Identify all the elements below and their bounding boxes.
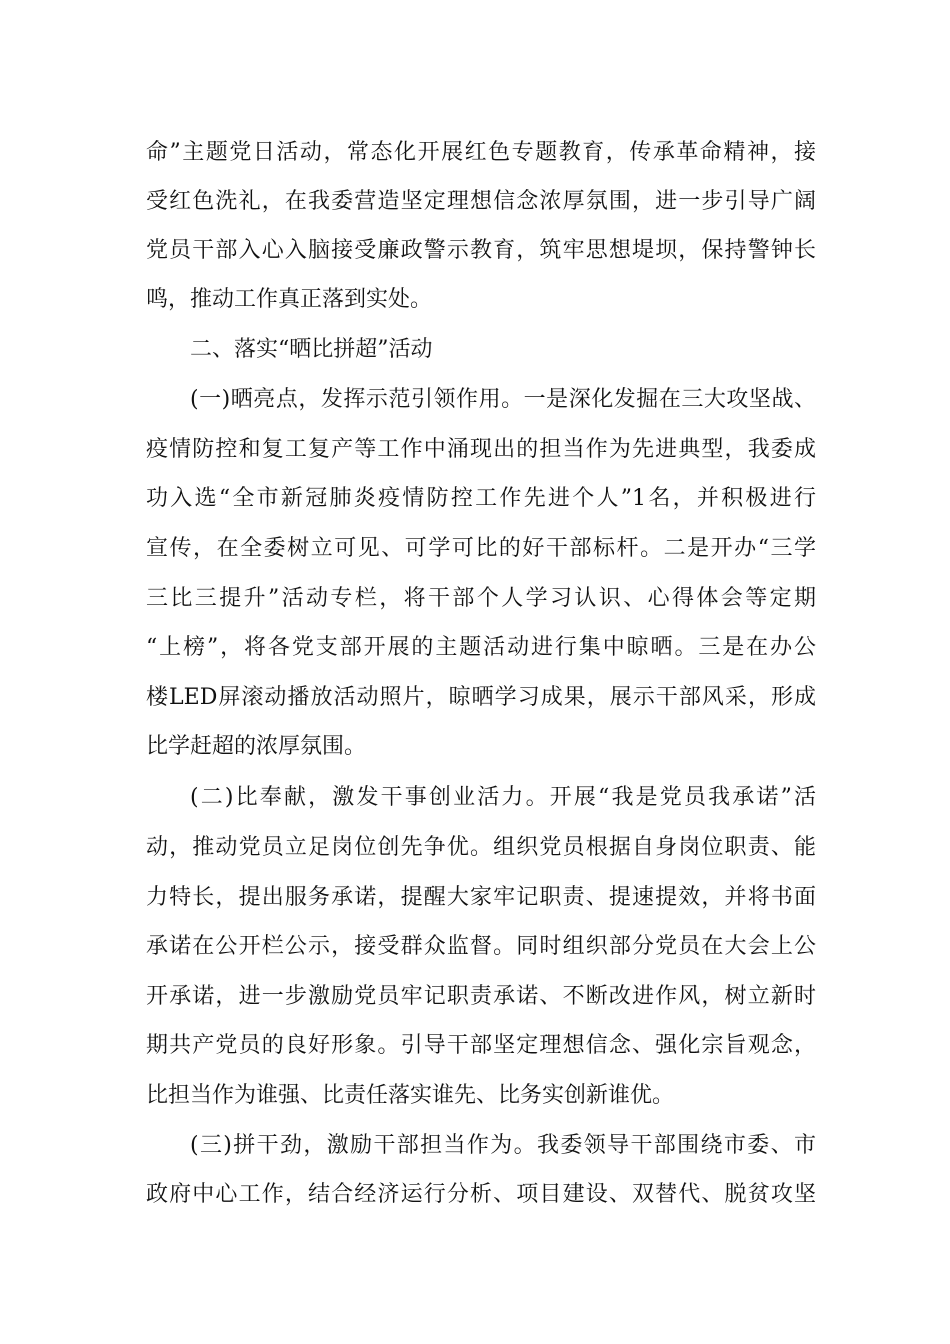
body-text-line: 命”主题党日活动，常态化开展红色专题教育，传承革命精神，接 bbox=[146, 140, 816, 165]
body-text-line: 比学赶超的浓厚氛围。 bbox=[146, 734, 367, 759]
paragraph-first-line: (三)拼干劲，激励干部担当作为。我委领导干部围绕市委、市 bbox=[190, 1133, 816, 1158]
body-text-line: 疫情防控和复工复产等工作中涌现出的担当作为先进典型，我委成 bbox=[146, 437, 816, 462]
body-text-line: 动，推动党员立足岗位创先争优。组织党员根据自身岗位职责、能 bbox=[146, 835, 816, 860]
body-text-line: 比担当作为谁强、比责任落实谁先、比务实创新谁优。 bbox=[146, 1083, 675, 1108]
body-text-line: 功入选“全市新冠肺炎疫情防控工作先进个人”1名，并积极进行 bbox=[146, 486, 816, 511]
body-text-line: 楼LED屏滚动播放活动照片，晾晒学习成果，展示干部风采，形成 bbox=[146, 685, 816, 710]
body-text-line: 宣传，在全委树立可见、可学可比的好干部标杆。二是开办“三学 bbox=[146, 536, 816, 561]
body-text-line: 党员干部入心入脑接受廉政警示教育，筑牢思想堤坝，保持警钟长 bbox=[146, 238, 816, 263]
body-text-line: 受红色洗礼，在我委营造坚定理想信念浓厚氛围，进一步引导广阔 bbox=[146, 189, 816, 214]
body-text-line: 鸣，推动工作真正落到实处。 bbox=[146, 287, 433, 312]
body-text-line: 力特长，提出服务承诺，提醒大家牢记职责、提速提效，并将书面 bbox=[146, 885, 816, 910]
body-text-line: 承诺在公开栏公示，接受群众监督。同时组织部分党员在大会上公 bbox=[146, 934, 816, 959]
body-text-line: 三比三提升”活动专栏，将干部个人学习认识、心得体会等定期 bbox=[146, 586, 816, 611]
paragraph-first-line: (一)晒亮点，发挥示范引领作用。一是深化发掘在三大攻坚战、 bbox=[190, 387, 816, 412]
body-text-line: “上榜”，将各党支部开展的主题活动进行集中晾晒。三是在办公 bbox=[146, 635, 816, 660]
section-heading: 二、落实“晒比拼超”活动 bbox=[190, 337, 433, 362]
body-text-line: 政府中心工作，结合经济运行分析、项目建设、双替代、脱贫攻坚 bbox=[146, 1182, 816, 1207]
paragraph-first-line: (二)比奉献，激发干事创业活力。开展“我是党员我承诺”活 bbox=[190, 785, 816, 810]
body-text-line: 开承诺，进一步激励党员牢记职责承诺、不断改进作风，树立新时 bbox=[146, 984, 816, 1009]
body-text-line: 期共产党员的良好形象。引导干部坚定理想信念、强化宗旨观念， bbox=[146, 1033, 816, 1058]
